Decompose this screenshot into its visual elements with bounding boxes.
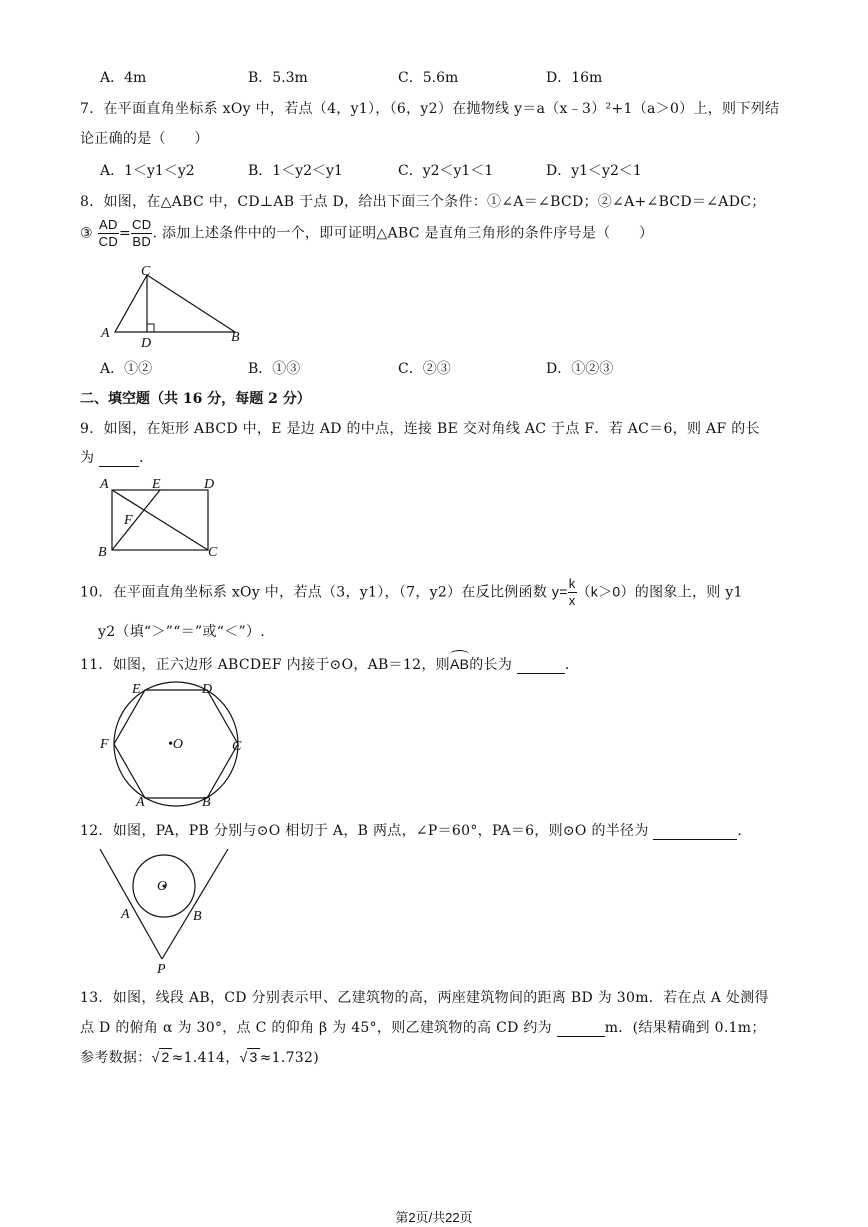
q10-stem-line2: y2（填“＞”“＝”或“＜”）. <box>98 624 266 640</box>
q10-function-condition: （k＞0） <box>576 583 635 600</box>
q7-option-d: D．y1＜y2＜1 <box>546 163 642 179</box>
q8-frac2-denominator: BD <box>132 234 152 249</box>
q7-stem-line2: 论正确的是（ ） <box>80 131 209 147</box>
q10-stem-line1 <box>80 576 743 609</box>
q9-segment-be <box>112 490 160 550</box>
q6-option-c: C．5.6m <box>398 70 459 86</box>
q12-tangent-figure <box>95 846 235 976</box>
q6-option-d: D．16m <box>546 70 603 86</box>
q8-frac1-numerator: AD <box>98 217 118 232</box>
q13-stem-line2-prefix: 点 D 的俯角 α 为 30°，点 C 的仰角 β 为 45°，则乙建筑物的高 CD 约为 <box>80 1020 552 1036</box>
q12-tangent-pa <box>100 849 162 959</box>
q11-label-d: D <box>202 682 213 697</box>
q8-stem-line2 <box>80 217 653 250</box>
q13-sqrt-2-radicand: 2 <box>161 1049 170 1065</box>
q12-stem-prefix: 12．如图，PA，PB 分别与⊙O 相切于 A，B 两点，∠P＝60°，PA＝6，则⊙O 的半径为 <box>80 823 649 839</box>
q7-stem-line1: 7．在平面直角坐标系 xOy 中，若点（4，y1），（6，y2）在抛物线 y＝a（x﹣3）²+1（a＞0）上，则下列结 <box>80 101 780 117</box>
q10-stem-line1-end: 的图象上，则 y1 <box>634 584 743 601</box>
q13-reference-label: 参考数据： <box>80 1050 152 1066</box>
q10-stem-line1-prefix: 10．在平面直角坐标系 xOy 中，若点（3，y1），（7，y2）在反比例函数 <box>80 584 552 601</box>
q8-stem-line1: 8．如图，在△ABC 中，CD⊥AB 于点 D，给出下面三个条件：①∠A＝∠BCD；②∠A+∠BCD＝∠ADC； <box>80 194 766 210</box>
q11-label-a: A <box>136 795 145 810</box>
q8-triangle-abc <box>115 275 235 332</box>
q11-arc-ab: AB <box>449 656 470 672</box>
q9-stem-line1: 9．如图，在矩形 ABCD 中，E 是边 AD 的中点，连接 BE 交对角线 AC 于点 F．若 AC＝6，则 AF 的长 <box>80 421 760 437</box>
q11-stem <box>80 654 579 674</box>
q13-approx-sqrt3: ≈1.732) <box>259 1050 319 1066</box>
q8-option-a: A．①② <box>100 361 153 377</box>
q11-label-b: B <box>202 795 211 810</box>
q12-stem-end: ． <box>737 823 752 839</box>
q9-stem-line2-end: ． <box>139 450 154 466</box>
q8-label-a: A <box>101 326 110 341</box>
q11-answer-blank[interactable] <box>517 659 565 674</box>
q11-stem-end: ． <box>564 657 580 673</box>
q10-frac-denominator: x <box>568 593 576 608</box>
q8-triangle-figure <box>95 262 255 352</box>
q8-stem-line2-rest: . 添加上述条件中的一个，即可证明△ABC 是直角三角形的条件序号是（ ） <box>152 225 654 242</box>
q13-stem-line2-suffix: m．(结果精确到 0.1m； <box>604 1020 766 1036</box>
q10-fraction-k-x <box>568 576 577 609</box>
q13-stem-line1: 13．如图，线段 AB，CD 分别表示甲、乙建筑物的高，两座建筑物间的距离 BD 为 30m．若在点 A 处测得 <box>80 990 769 1006</box>
q11-label-c: C <box>232 739 242 754</box>
q9-answer-blank[interactable] <box>99 452 139 467</box>
q12-answer-blank[interactable] <box>653 825 737 840</box>
q13-stem-line2 <box>80 1017 766 1037</box>
q9-stem-line2-prefix: 为 <box>80 450 95 466</box>
q6-option-a: A．4m <box>100 70 147 86</box>
q8-label-b: B <box>231 330 240 345</box>
q10-frac-numerator: k <box>568 576 576 591</box>
q7-option-a: A．1＜y1＜y2 <box>100 163 195 179</box>
section-title: 二、填空题（共 16 分，每题 2 分） <box>80 391 311 407</box>
q12-label-b: B <box>193 909 202 924</box>
q11-stem-prefix: 11．如图，正六边形 ABCDEF 内接于⊙O，AB＝12，则 <box>80 657 450 673</box>
q9-stem-line2 <box>80 447 153 467</box>
q12-stem <box>80 820 752 840</box>
q8-fraction-cd-bd <box>131 217 152 250</box>
q11-label-o: •O <box>168 737 184 752</box>
q8-label-c: C <box>141 264 151 279</box>
q13-sqrt-2: √ 2 <box>151 1049 170 1065</box>
q8-option-b: B．①③ <box>248 361 301 377</box>
q9-label-d: D <box>204 477 215 492</box>
q12-label-p: P <box>157 962 166 977</box>
q10-function-y: y= <box>551 583 568 600</box>
q11-label-f: F <box>100 737 109 752</box>
q13-answer-blank[interactable] <box>557 1022 605 1037</box>
q13-stem-line3 <box>80 1047 319 1067</box>
q8-equals: = <box>119 225 132 242</box>
q8-fraction-ad-cd <box>98 217 119 250</box>
q12-label-a: A <box>121 907 130 922</box>
q7-option-c: C．y2＜y1＜1 <box>398 163 494 179</box>
q8-condition-3-marker: ③ <box>80 225 93 242</box>
q9-label-a: A <box>100 477 109 492</box>
q9-label-b: B <box>98 545 107 560</box>
page-footer: 第2页/共22页 <box>395 1210 473 1225</box>
q9-rectangle-figure <box>96 474 226 564</box>
q8-option-d: D．①②③ <box>546 361 614 377</box>
q8-label-d: D <box>141 336 152 351</box>
q8-frac1-denominator: CD <box>98 234 119 249</box>
q8-right-angle-mark <box>147 324 154 332</box>
q11-label-e: E <box>132 682 141 697</box>
q9-label-e: E <box>152 477 161 492</box>
q13-sqrt-3: √ 3 <box>239 1049 258 1065</box>
q11-hexagon-figure <box>96 680 256 810</box>
q13-approx-sqrt2: ≈1.414， <box>171 1050 240 1066</box>
q12-tangent-pb <box>162 849 228 959</box>
q6-option-b: B．5.3m <box>248 70 308 86</box>
q11-stem-suffix: 的长为 <box>469 657 513 673</box>
q8-option-c: C．②③ <box>398 361 451 377</box>
q8-frac2-numerator: CD <box>132 217 152 232</box>
q9-label-f: F <box>124 513 133 528</box>
q13-sqrt-3-radicand: 3 <box>249 1049 258 1065</box>
q9-label-c: C <box>208 545 218 560</box>
q12-label-o: O <box>157 879 168 894</box>
q7-option-b: B．1＜y2＜y1 <box>248 163 343 179</box>
